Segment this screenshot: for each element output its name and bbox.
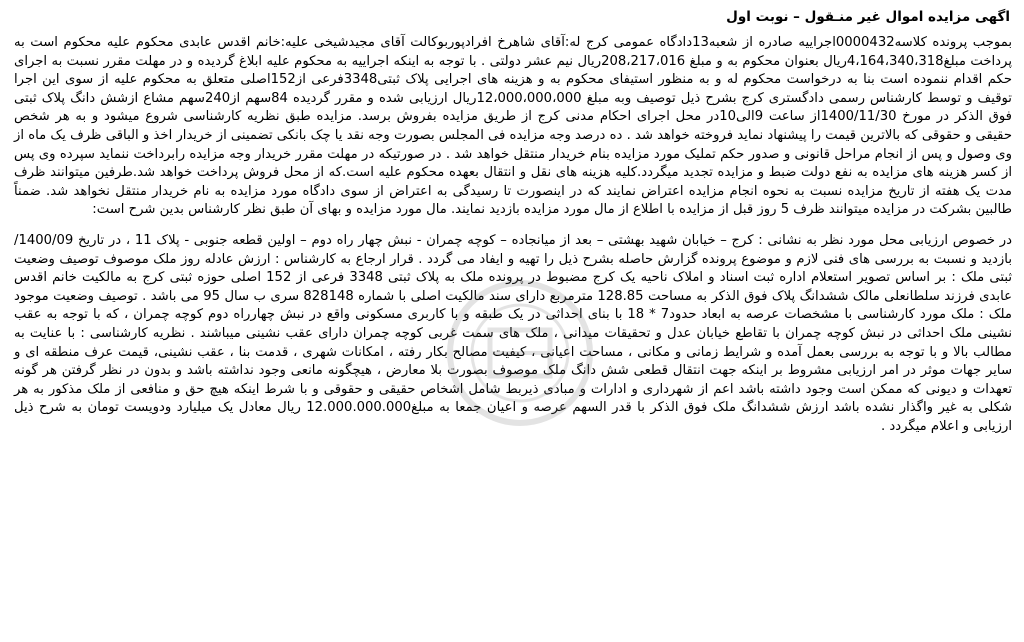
notice-title: اگهی مزایده اموال غیر منـقول – نوبت اول — [726, 9, 1010, 25]
notice-paragraph-auction-terms: بموجب پرونده کلاسه0000432اجراییه صادره از شعبه13دادگاه عمومی کرج له:آقای شاهرخ افرادپوربوکالت آقای مجیدشیخی علیه:خانم اقدس عابدی محکوم علیه محکوم است به پرداخت مبلغ4،164،340،318ریال بعنوان محکوم به و مبلغ 208،217،016ریال نیم عشر دولتی . با توجه به اینکه اجراییه به محکوم علیه ابلاغ گردیده و در مهلت مقرر نسبت به اجرای حکم اقدام ننموده است بنا به درخواست محکوم له و به منظور استیفای محکوم به و هزینه های اجرایی پلاک ثبتی3348فرعی از152اصلی متعلق به محکوم علیه از سوی این اجرا توقیف و توسط کارشناس رسمی دادگستری کرج بشرح ذیل توصیف وبه مبلغ 12،000،000،000ریال ارزیابی شده و مقرر گردیده 84سهم از240سهم مشاع ازشش دانگ پلاک ثبتی فوق الذکر در مورخ 1400/11/30از ساعت 9الی10در محل اجرای احکام مدنی کرج از طریق مزایده بفروش برسد. مزایده طبق نظریه کارشناسی شروع میشود و به هر شخص حقیقی و حقوقی که بالاترین قیمت را پیشنهاد نماید فروخته خواهد شد . ده درصد وجه مزایده فی المجلس بصورت وجه نقد یا چک بانکی تضمینی از خریدار اخذ و الباقی ظرف یک ماه از وی وصول و پس از انجام مراحل قانونی و صدور حکم تملیک مورد مزایده بنام خریدار منتقل خواهد شد . در صورتیکه در مهلت مقرر خریدار وجه مزایده رابرداخت ننماید سپرده وی پس از کسر هزینه های مزایده به نفع دولت ضبط و مزایده تجدید میگردد.کلیه هزینه های نقل و انتقال بعهده محکوم علیه است.که از محل فروش پرداخت خواهد شد.طرفین میتوانند ظرف مدت یک هفته از تاریخ مزایده نسبت به نحوه انجام مزایده اعتراض نمایند که در اینصورت تا رسیدگی به اعتراض از سوی دادگاه مورد مزایده به نام خریدار منتقل نخواهد شد. ضمناً طالبین بشرکت در مزایده میتوانند ظرف 5 روز قبل از مزایده با اطلاع از مال مورد مزایده بازدید نمایند. مال مورد مزایده و بهای آن طبق نظر کارشناس بدین شرح است: — [14, 35, 1012, 218]
notice-paragraph-expert-valuation: در خصوص ارزیابی محل مورد نظر به نشانی : کرج – خیابان شهید بهشتی – بعد از میانجاده – کوچه چمران - نبش چهار راه دوم – اولین قطعه جنوبی - پلاک 11 ، در تاریخ 1400/09/ بازدید و نسبت به بررسی های فنی لازم و موضوع پرونده گزارش حاصله بشرح ذیل را تهیه و ایفاد می گردد . قرار ارجاع به کارشناس : ارزش عادله روز ملک موصوف توصیف وضعیت ثبتی ملک : بر اساس تصویر استعلام اداره ثبت اسناد و املاک ناحیه یک کرج مضبوط در پرونده ملک به پلاک ثبتی 3348 فرعی از 152 اصلی حوزه ثبتی کرج به مالکیت خانم اقدس عابدی فرزند سلطانعلی مالک ششدانگ پلاک فوق الذکر به مساحت 128.85 مترمربع دارای سند مالکیت اصلی با شماره 828148 سری ب سال 95 می باشد . توصیف وضعیت موجود ملک : ملک مورد کارشناسی با مشخصات عرصه به ابعاد حدود7 * 18 با بنای احداثی در یک طبقه و با کاربری مسکونی واقع در نبش چهارراه دوم کوچه چمران ، که با توجه به عقب نشینی ملک احداثی در نبش کوچه چمران با تقاطع خیابان عدل و تحقیقات میدانی ، ملک های سمت غربی کوچه چمران دارای عقب نشینی میباشند . نظریه کارشناسی : با عنایت به مطالب بالا و با توجه به بررسی بعمل آمده و شرایط زمانی و مکانی ، مساحت اعیانی ، کیفیت مصالح بکار رفته ، امکانات شهری ، قدمت بنا ، عقب نشینی، قیمت عرف منطقه ای و سایر جهات موثر در امر ارزیابی مشروط بر اینکه جهت انتقال قطعی شش دانگ ملک موصوف بصورت بلا معارض ، هیچگونه مانعی وجود نداشته باشد و بدون در نظر گرفتن هر گونه تعهدات و دیونی که ممکن است وجود داشته باشد اعم از شهرداری و ادارات و مبادی ذیربط شامل اشخاص حقیقی و حقوقی و با شرط اینکه هیچ حق و منافعی از ملک مذکور به هر شکلی به غیر واگذار نشده باشد ارزش ششدانگ ملک فوق الذکر با قدر السهم عرصه و اعیان جمعا به مبلغ12.000.000.000 ریال معادل یک میلیارد ودویست تومان به شرح ذیل ارزیابی و اعلام میگردد . — [14, 232, 1012, 434]
